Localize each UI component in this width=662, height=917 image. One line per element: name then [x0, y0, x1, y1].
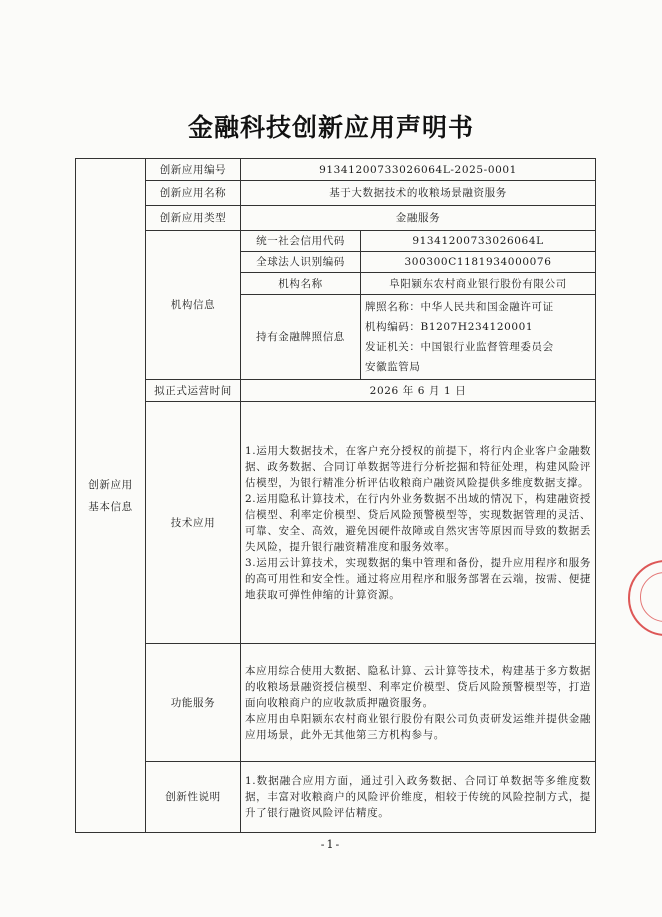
license-label: 持有金融牌照信息 [241, 295, 361, 380]
tech-label: 技术应用 [146, 402, 241, 644]
outer-label: 创新应用 基本信息 [76, 159, 146, 833]
app-name-value: 基于大数据技术的收粮场景融资服务 [241, 181, 596, 206]
page-title: 金融科技创新应用声明书 [187, 113, 474, 142]
credit-code-label: 统一社会信用代码 [241, 231, 361, 252]
license-line: 机构编码：B1207H234120001 [365, 321, 534, 333]
license-info [361, 295, 596, 380]
declaration-table [75, 158, 596, 833]
app-name-label: 创新应用名称 [146, 181, 241, 206]
lei-value: 300300C1181934000076 [361, 252, 596, 273]
license-line: 发证机关：中国银行业监督管理委员会 [365, 341, 554, 353]
org-name-value: 阜阳颍东农村商业银行股份有限公司 [361, 273, 596, 295]
org-name-label: 机构名称 [241, 273, 361, 295]
innovation-text: 1.数据融合应用方面，通过引入政务数据、合同订单数据等多维度数据，丰富对收粮商户的风险评价维度，相较于传统的风险控制方式，提升了银行融资风险评估精度。 [241, 762, 596, 833]
license-line: 牌照名称：中华人民共和国金融许可证 [365, 301, 554, 313]
app-type-label: 创新应用类型 [146, 206, 241, 231]
app-number-label: 创新应用编号 [146, 159, 241, 181]
app-number-value: 91341200733026064L-2025-0001 [241, 159, 596, 181]
tech-text: 1.运用大数据技术，在客户充分授权的前提下，将行内企业客户金融数据、政务数据、合同订单数据等进行分析挖掘和特征处理，构建风险评估模型，为银行精准分析评估收粮商户融资风险提供多维度数据支撑。 2.运用隐私计算技术，在行内外业务数据不出域的情况下，构建融资授信模型、利率定价模型、贷后风险预警模型等，实现数据管理的灵活、可靠、安全、高效，避免因硬件故障或自然灾害等原因而导致的数据丢失风险，提升银行融资精准度和服务效率。 3.运用云计算技术，实现数据的集中管理和备份，提升应用程序和服务的高可用性和安全性。通过将应用程序和服务部署在云端，按需、便捷地获取可弹性伸缩的计算资源。 [241, 402, 596, 644]
function-label: 功能服务 [146, 644, 241, 762]
seal-stamp [628, 560, 662, 636]
page-number: -1- [320, 838, 342, 851]
launch-label: 拟正式运营时间 [146, 380, 241, 402]
function-text: 本应用综合使用大数据、隐私计算、云计算等技术，构建基于多方数据的收粮场景融资授信模型、利率定价模型、贷后风险预警模型等，打造面向收粮商户的应收款质押融资服务。 本应用由阜阳颍东农村商业银行股份有限公司负责研发运维并提供金融应用场景，此外无其他第三方机构参与。 [241, 644, 596, 762]
innovation-label: 创新性说明 [146, 762, 241, 833]
org-info-label: 机构信息 [146, 231, 241, 380]
launch-value: 2026 年 6 月 1 日 [241, 380, 596, 402]
license-line: 安徽监管局 [365, 361, 421, 373]
credit-code-value: 91341200733026064L [361, 231, 596, 252]
lei-label: 全球法人识别编码 [241, 252, 361, 273]
app-type-value: 金融服务 [241, 206, 596, 231]
